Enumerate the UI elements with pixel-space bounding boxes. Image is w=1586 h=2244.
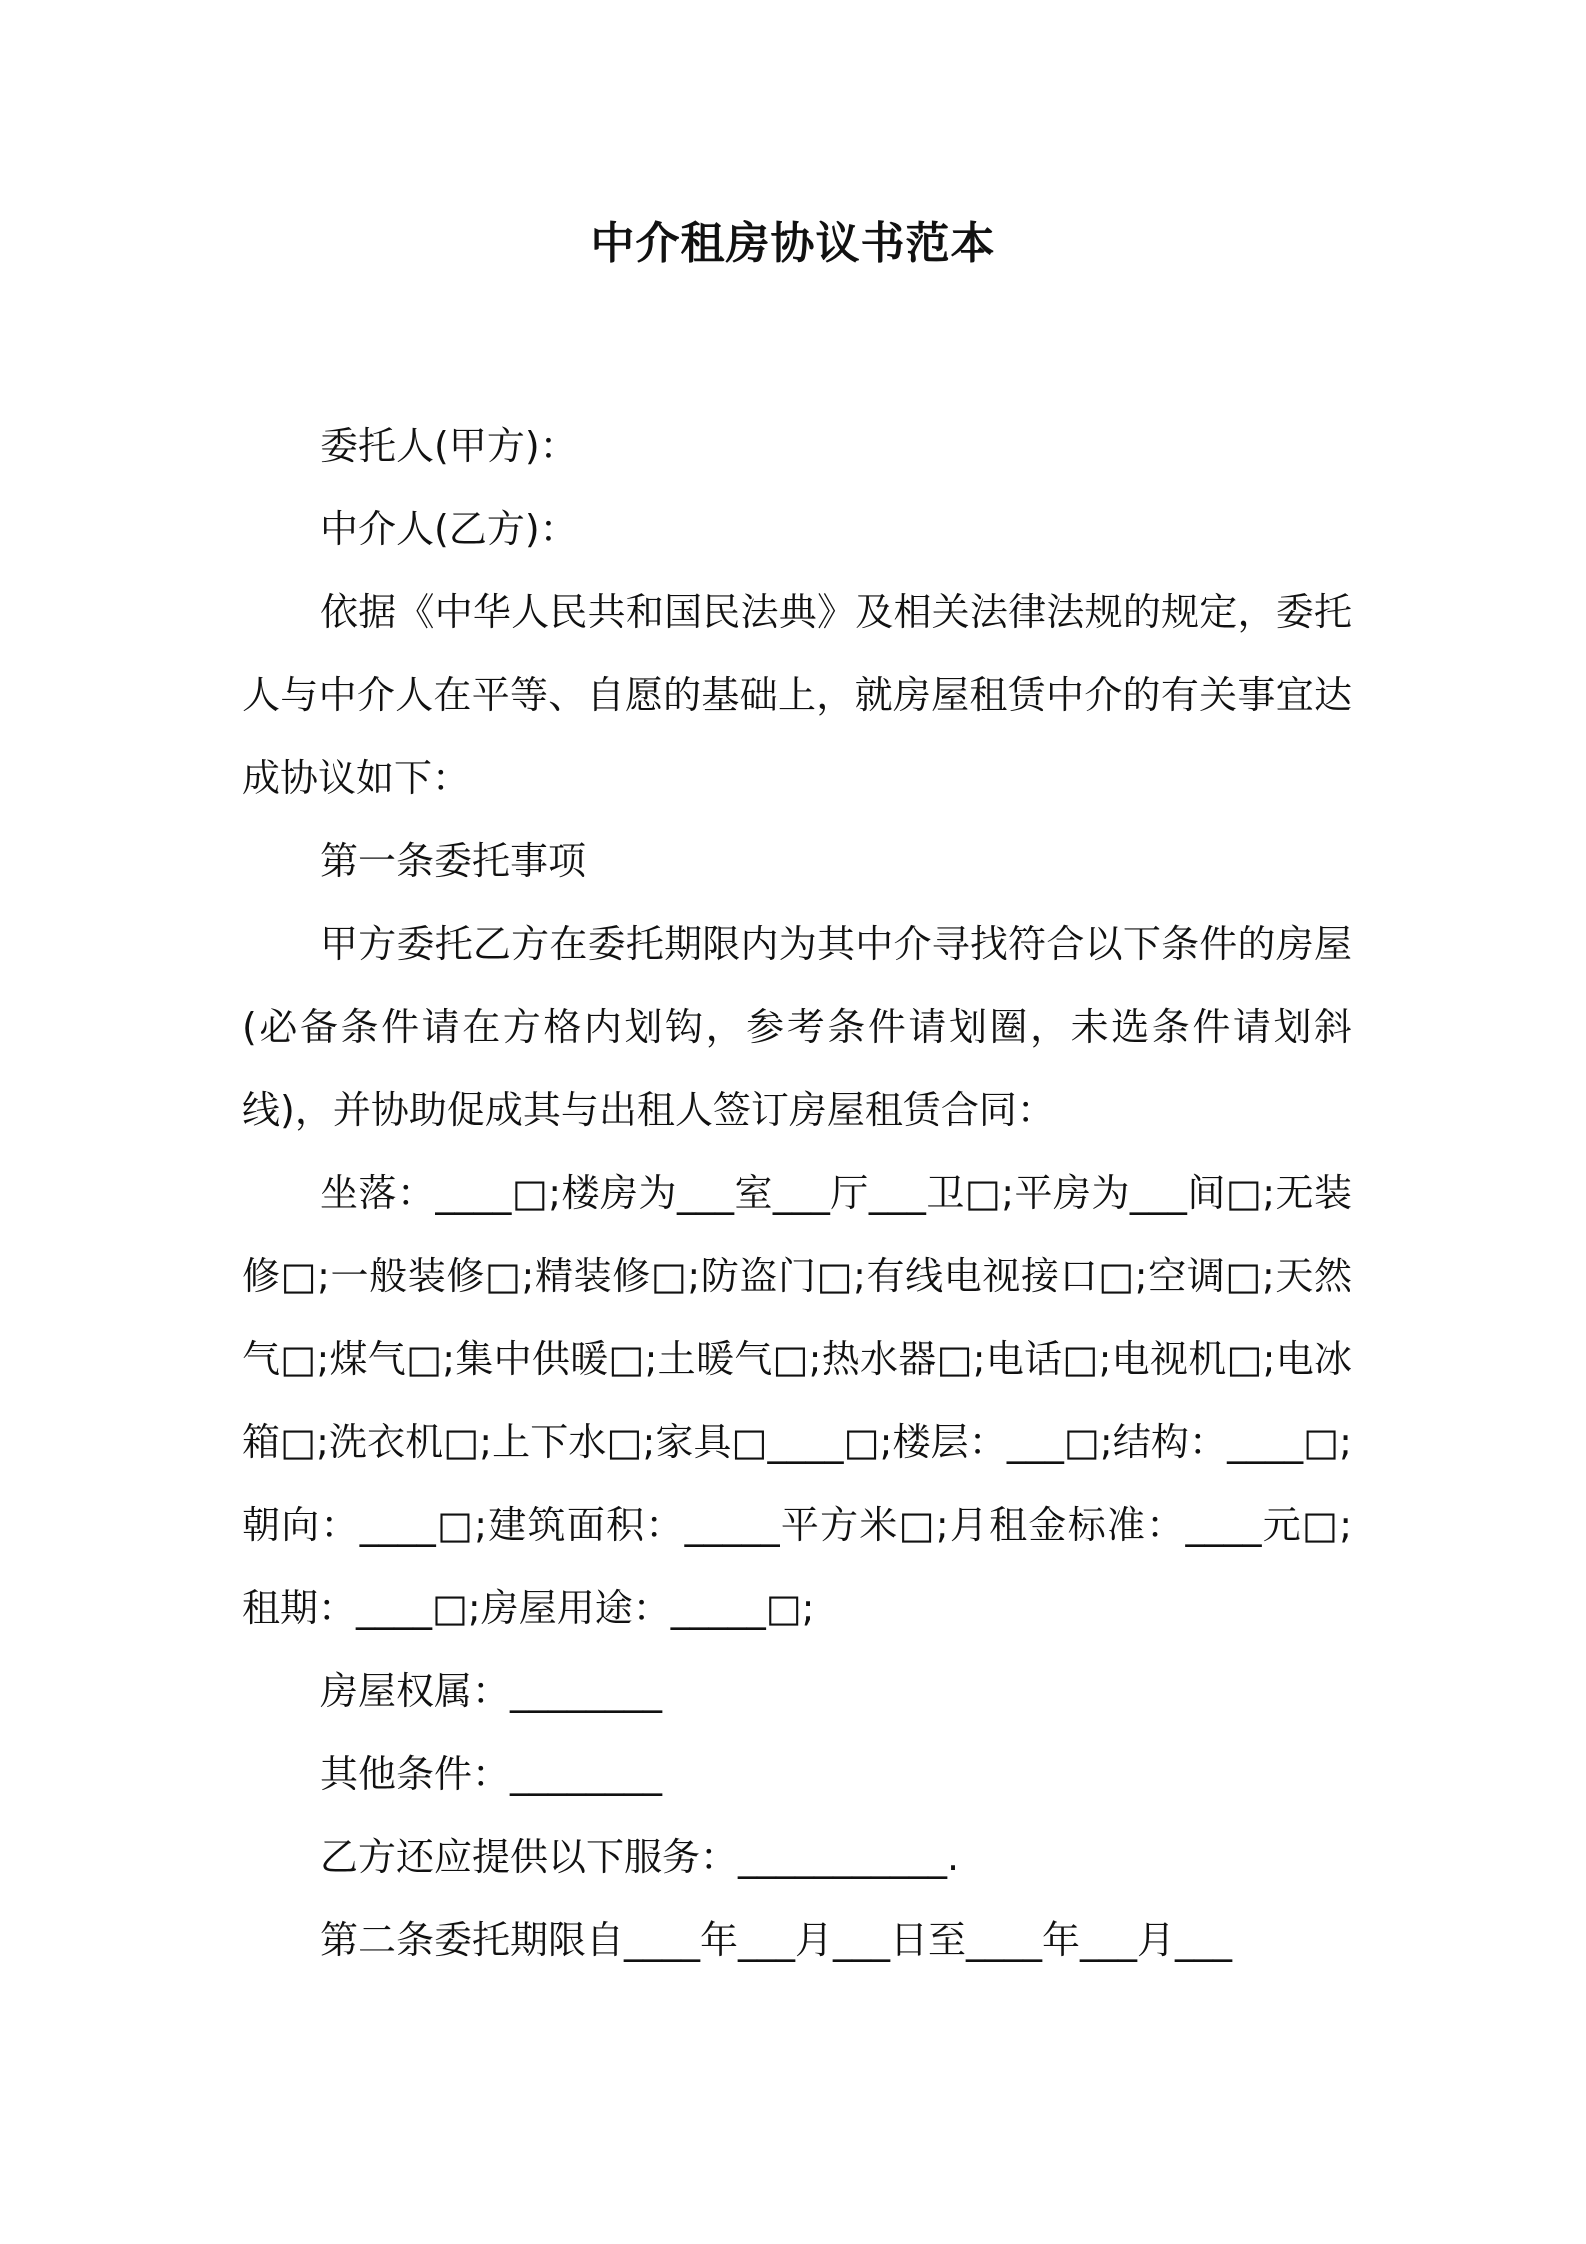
article-2-line: 第二条委托期限自____年___月___日至____年___月___ [320,1918,1233,1962]
other-conditions-line: 其他条件：________ [320,1752,663,1796]
preamble-paragraph: 依据《中华人民共和国民法典》及相关法律法规的规定，委托人与中介人在平等、自愿的基础上，就房屋租赁中介的有关事宜达成协议如下： [242,590,1352,800]
article-1-intro: 甲方委托乙方在委托期限内为其中介寻找符合以下条件的房屋(必备条件请在方格内划钩，参考条件请划圈，未选条件请划斜线)，并协助促成其与出租人签订房屋租赁合同： [242,922,1352,1132]
services-line: 乙方还应提供以下服务：___________. [320,1835,960,1879]
article-1-heading: 第一条委托事项 [320,839,587,883]
document-body [242,405,1352,1982]
party-b-line: 中介人(乙方)： [320,507,578,551]
property-conditions: 坐落：____□;楼房为___室___厅___卫□;平房为___间□;无装修□;一般装修□;精装修□;防盗门□;有线电视接口□;空调□;天然气□;煤气□;集中供暖□;土暖气□;热水器□;电话□;电视机□;电冰箱□;洗衣机□;上下水□;家具□____□;楼层：___□;结构：____□;朝向：____□;建筑面积：_____平方米□;月租金标准：____元□;租期：____□;房屋用途：_____□; [242,1171,1352,1630]
document-title: 中介租房协议书范本 [590,218,996,269]
ownership-line: 房屋权属：________ [320,1669,663,1713]
party-a-line: 委托人(甲方)： [320,424,578,468]
